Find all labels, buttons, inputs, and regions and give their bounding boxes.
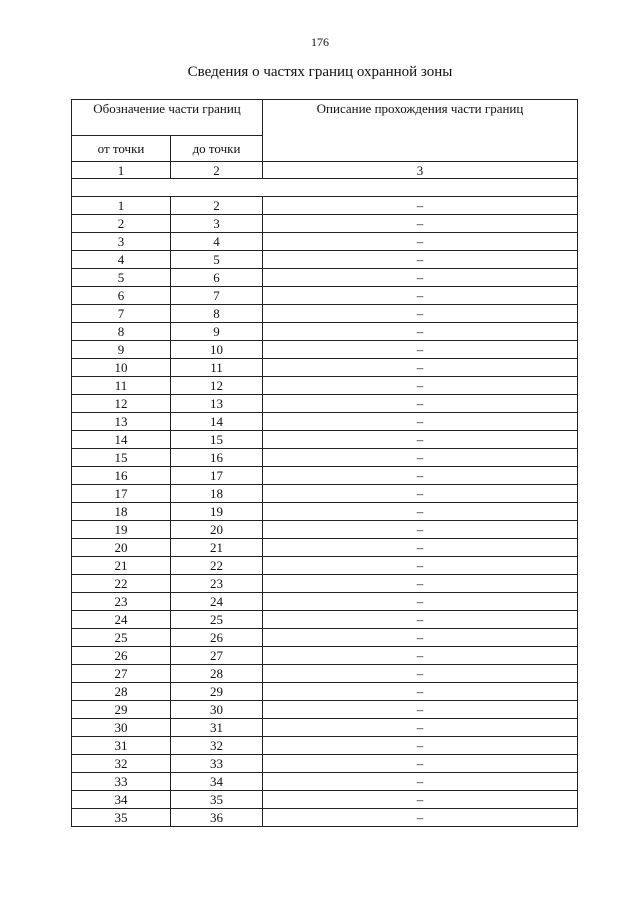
to-point-cell: 24	[171, 593, 263, 611]
from-point-cell: 26	[72, 647, 171, 665]
description-cell: –	[263, 791, 578, 809]
description-cell: –	[263, 341, 578, 359]
boundary-designation-header: Обозначение части границ	[72, 100, 263, 136]
description-cell: –	[263, 557, 578, 575]
to-point-cell: 20	[171, 521, 263, 539]
header-row-top	[72, 100, 578, 136]
from-point-cell: 31	[72, 737, 171, 755]
to-point-cell: 34	[171, 773, 263, 791]
table-row	[72, 485, 578, 503]
table-row	[72, 629, 578, 647]
to-point-cell: 9	[171, 323, 263, 341]
table-row	[72, 521, 578, 539]
description-header: Описание прохождения части границ	[263, 100, 578, 162]
table-row	[72, 377, 578, 395]
description-cell: –	[263, 251, 578, 269]
from-point-cell: 14	[72, 431, 171, 449]
description-cell: –	[263, 719, 578, 737]
description-cell: –	[263, 773, 578, 791]
from-point-cell: 12	[72, 395, 171, 413]
table-row	[72, 341, 578, 359]
description-cell: –	[263, 683, 578, 701]
table-row	[72, 413, 578, 431]
description-cell: –	[263, 323, 578, 341]
description-cell: –	[263, 197, 578, 215]
empty-section-cell	[72, 179, 578, 197]
from-point-cell: 2	[72, 215, 171, 233]
to-point-cell: 18	[171, 485, 263, 503]
from-point-cell: 30	[72, 719, 171, 737]
to-point-cell: 15	[171, 431, 263, 449]
table-row	[72, 323, 578, 341]
description-cell: –	[263, 395, 578, 413]
to-point-cell: 29	[171, 683, 263, 701]
from-point-cell: 29	[72, 701, 171, 719]
table-row	[72, 557, 578, 575]
from-point-cell: 25	[72, 629, 171, 647]
table-row	[72, 593, 578, 611]
column-number-1: 1	[72, 162, 171, 179]
to-point-cell: 19	[171, 503, 263, 521]
description-cell: –	[263, 413, 578, 431]
table-row	[72, 647, 578, 665]
to-point-cell: 8	[171, 305, 263, 323]
from-point-header: от точки	[72, 136, 171, 162]
from-point-cell: 33	[72, 773, 171, 791]
table-row	[72, 773, 578, 791]
description-cell: –	[263, 485, 578, 503]
description-cell: –	[263, 737, 578, 755]
column-number-2: 2	[171, 162, 263, 179]
description-cell: –	[263, 575, 578, 593]
to-point-cell: 6	[171, 269, 263, 287]
table-row	[72, 251, 578, 269]
table-row	[72, 791, 578, 809]
to-point-cell: 10	[171, 341, 263, 359]
from-point-cell: 20	[72, 539, 171, 557]
description-cell: –	[263, 467, 578, 485]
to-point-cell: 28	[171, 665, 263, 683]
from-point-cell: 34	[72, 791, 171, 809]
table-row	[72, 287, 578, 305]
from-point-cell: 1	[72, 197, 171, 215]
table-row	[72, 665, 578, 683]
boundary-parts-table	[71, 99, 578, 827]
from-point-cell: 17	[72, 485, 171, 503]
from-point-cell: 5	[72, 269, 171, 287]
description-cell: –	[263, 287, 578, 305]
description-cell: –	[263, 629, 578, 647]
table-row	[72, 431, 578, 449]
to-point-cell: 13	[171, 395, 263, 413]
to-point-cell: 12	[171, 377, 263, 395]
to-point-cell: 21	[171, 539, 263, 557]
from-point-cell: 28	[72, 683, 171, 701]
from-point-cell: 11	[72, 377, 171, 395]
table-row	[72, 611, 578, 629]
description-cell: –	[263, 449, 578, 467]
description-cell: –	[263, 503, 578, 521]
from-point-cell: 4	[72, 251, 171, 269]
description-cell: –	[263, 809, 578, 827]
table-row	[72, 215, 578, 233]
from-point-cell: 10	[72, 359, 171, 377]
description-cell: –	[263, 377, 578, 395]
description-cell: –	[263, 305, 578, 323]
description-cell: –	[263, 521, 578, 539]
description-cell: –	[263, 665, 578, 683]
description-cell: –	[263, 593, 578, 611]
table-row	[72, 305, 578, 323]
from-point-cell: 15	[72, 449, 171, 467]
table-body	[72, 197, 578, 827]
to-point-cell: 33	[171, 755, 263, 773]
to-point-cell: 2	[171, 197, 263, 215]
from-point-cell: 3	[72, 233, 171, 251]
to-point-cell: 7	[171, 287, 263, 305]
table-row	[72, 503, 578, 521]
to-point-cell: 3	[171, 215, 263, 233]
from-point-cell: 13	[72, 413, 171, 431]
to-point-cell: 5	[171, 251, 263, 269]
column-number-row	[72, 162, 578, 179]
from-point-cell: 16	[72, 467, 171, 485]
from-point-cell: 7	[72, 305, 171, 323]
from-point-cell: 22	[72, 575, 171, 593]
to-point-cell: 30	[171, 701, 263, 719]
description-cell: –	[263, 233, 578, 251]
to-point-cell: 4	[171, 233, 263, 251]
from-point-cell: 23	[72, 593, 171, 611]
from-point-cell: 35	[72, 809, 171, 827]
to-point-cell: 14	[171, 413, 263, 431]
from-point-cell: 24	[72, 611, 171, 629]
table-header	[72, 100, 578, 197]
to-point-cell: 23	[171, 575, 263, 593]
description-cell: –	[263, 359, 578, 377]
to-point-cell: 16	[171, 449, 263, 467]
to-point-header: до точки	[171, 136, 263, 162]
table-row	[72, 449, 578, 467]
table-row	[72, 719, 578, 737]
description-cell: –	[263, 269, 578, 287]
description-cell: –	[263, 611, 578, 629]
table-row	[72, 359, 578, 377]
document-title: Сведения о частях границ охранной зоны	[187, 64, 453, 80]
to-point-cell: 25	[171, 611, 263, 629]
description-cell: –	[263, 431, 578, 449]
to-point-cell: 26	[171, 629, 263, 647]
from-point-cell: 6	[72, 287, 171, 305]
from-point-cell: 19	[72, 521, 171, 539]
table-row	[72, 575, 578, 593]
from-point-cell: 9	[72, 341, 171, 359]
table-row	[72, 269, 578, 287]
to-point-cell: 31	[171, 719, 263, 737]
from-point-cell: 21	[72, 557, 171, 575]
table-row	[72, 809, 578, 827]
description-cell: –	[263, 215, 578, 233]
from-point-cell: 18	[72, 503, 171, 521]
table-row	[72, 233, 578, 251]
to-point-cell: 35	[171, 791, 263, 809]
table-row	[72, 683, 578, 701]
to-point-cell: 22	[171, 557, 263, 575]
table-row	[72, 737, 578, 755]
to-point-cell: 32	[171, 737, 263, 755]
page-number: 176	[311, 35, 329, 49]
to-point-cell: 11	[171, 359, 263, 377]
table-row	[72, 701, 578, 719]
description-cell: –	[263, 755, 578, 773]
from-point-cell: 27	[72, 665, 171, 683]
from-point-cell: 8	[72, 323, 171, 341]
table-row	[72, 755, 578, 773]
from-point-cell: 32	[72, 755, 171, 773]
to-point-cell: 27	[171, 647, 263, 665]
table-row	[72, 395, 578, 413]
description-cell: –	[263, 539, 578, 557]
to-point-cell: 17	[171, 467, 263, 485]
table-row	[72, 539, 578, 557]
table-row	[72, 197, 578, 215]
empty-section-row	[72, 179, 578, 197]
to-point-cell: 36	[171, 809, 263, 827]
description-cell: –	[263, 701, 578, 719]
column-number-3: 3	[263, 162, 578, 179]
table-row	[72, 467, 578, 485]
description-cell: –	[263, 647, 578, 665]
